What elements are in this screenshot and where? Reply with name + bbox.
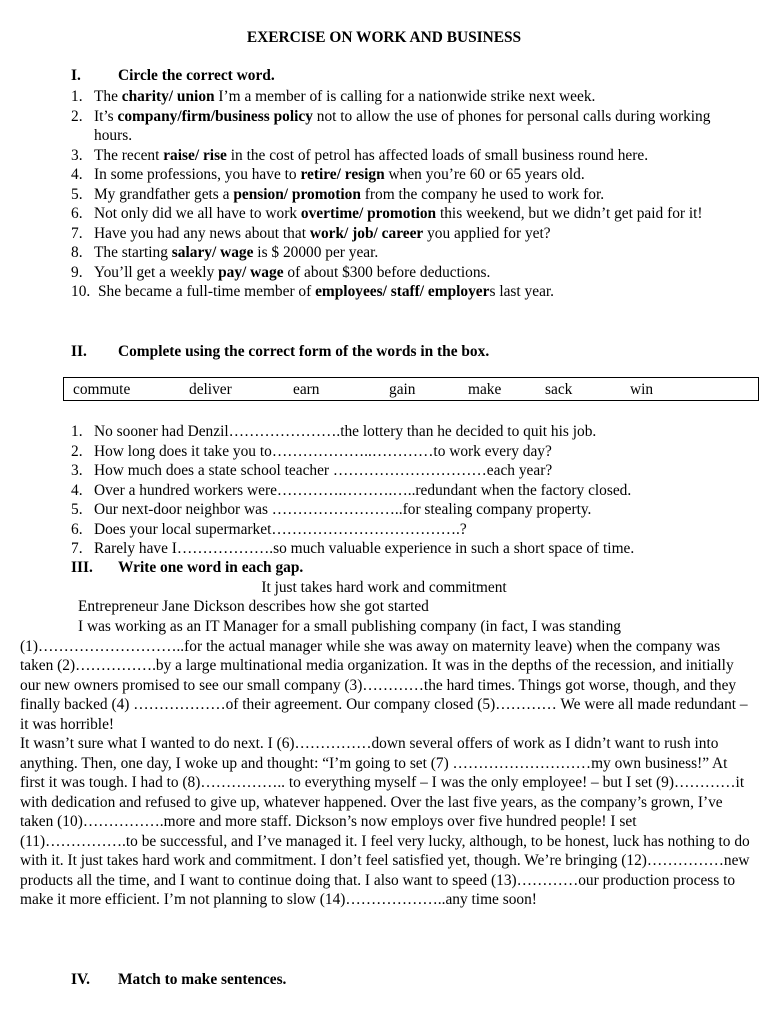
section-title: Write one word in each gap.	[118, 559, 304, 576]
section-3-heading	[71, 558, 303, 578]
list-item: 2. It’s company/firm/business policy not to allow the use of phones for personal calls during working hours.	[71, 107, 711, 144]
list-item: 1. No sooner had Denzil………………….the lottery than he decided to quit his job.	[71, 423, 597, 440]
list-item: 9. You’ll get a weekly pay/ wage of about $300 before deductions.	[71, 263, 491, 281]
section-number: IV.	[71, 971, 90, 988]
passage-paragraph: It wasn’t sure what I wanted to do next. I (6)……………down several offers of work as I didn’t want to rush into anything. Then, one day, I woke up and thought: “I’m going to set (7) ………………………my own business!” At first it was tough. I had to (8)…………….. to everything myself – I was the only employee! – but I set (9)…………it with dedication and refused to give up, whatever happened. Over the last five years, as the company’s grown, I’ve taken (10)…………….more and more staff. Dickson’s now employs over five hundred people! I set (11)…………….to be successful, and I’ve managed it. I feel very lucky, although, to be honest, luck has nothing to do with it. It just takes hard work and commitment. I don’t feel satisfied yet, though. We’re bringing (12)……………new products all the time, and I want to continue doing that. I also want to speed (13)…………our production process to make it more efficient. I’m not planning to slow (14)………………..any time soon!	[20, 735, 750, 908]
list-item: 8. The starting salary/ wage is $ 20000 per year.	[71, 244, 379, 261]
list-item: 7. Have you had any news about that work/ job/ career you applied for yet?	[71, 224, 551, 242]
list-item: 6. Not only did we all have to work overtime/ promotion this weekend, but we didn’t get paid for it!	[71, 205, 703, 222]
list-item: 3. How much does a state school teacher …………………………each year?	[71, 462, 553, 479]
passage-subtitle: Entrepreneur Jane Dickson describes how she got started	[78, 598, 429, 615]
list-item: 7. Rarely have I……………….so much valuable experience in such a short space of time.	[71, 540, 635, 557]
list-item: 4. Over a hundred workers were………….……….…..redundant when the factory closed.	[71, 481, 632, 499]
word-choice: work/ job/ career	[309, 224, 424, 242]
section-4-heading	[71, 970, 286, 990]
section-2-heading	[71, 342, 489, 362]
complete-sentence-list	[71, 422, 741, 559]
section-number: I.	[71, 67, 81, 84]
word-choice: raise/ rise	[163, 146, 227, 164]
box-word: earn	[293, 381, 320, 398]
box-word: sack	[545, 381, 573, 398]
section-1-heading	[71, 66, 275, 86]
box-word: commute	[73, 381, 131, 398]
word-choice: overtime/ promotion	[300, 205, 437, 222]
page-title: EXERCISE ON WORK AND BUSINESS	[246, 29, 522, 46]
passage-paragraph: I was working as an IT Manager for a small publishing company (in fact, I was standing (1)………………………..for the actual manager while she was away on maternity leave) when the company was taken (2)…………….by a large multinational media organization. It was in the depths of the recession, and initially our new owners promised to see our small company (3)…………the hard times. Things got worse, though, and they finally backed (4) ………………of their agreement. Our company closed (5)………… We were all made redundant – it was horrible!	[20, 618, 748, 733]
list-item: 4. In some professions, you have to retire/ resign when you’re 60 or 65 years old.	[71, 166, 585, 183]
list-item: 1. The charity/ union I’m a member of is calling for a nationwide strike next week.	[71, 88, 596, 105]
list-item: 5. Our next-door neighbor was ……………………..for stealing company property.	[71, 501, 592, 518]
section-title: Match to make sentences.	[118, 971, 287, 988]
word-choice: pay/ wage	[218, 263, 284, 281]
word-choice: charity/ union	[121, 88, 215, 105]
list-item: 10. She became a full-time member of employees/ staff/ employers last year.	[71, 283, 555, 300]
box-word: gain	[389, 381, 416, 398]
circle-word-list	[71, 87, 741, 302]
box-word: make	[468, 381, 502, 398]
word-choice: employees/ staff/ employer	[315, 283, 490, 300]
section-title: Complete using the correct form of the words in the box.	[118, 343, 490, 360]
box-word: deliver	[189, 381, 232, 398]
word-choice: salary/ wage	[171, 244, 254, 261]
list-item: 6. Does your local supermarket……………………………….?	[71, 520, 467, 538]
word-choice: pension/ promotion	[233, 185, 361, 203]
list-item: 3. The recent raise/ rise in the cost of petrol has affected loads of small business round here.	[71, 146, 649, 164]
word-box	[63, 377, 759, 401]
section-number: III.	[71, 559, 93, 576]
word-choice: company/firm/business policy	[117, 107, 313, 125]
word-choice: retire/ resign	[300, 166, 385, 183]
section-title: Circle the correct word.	[118, 67, 275, 84]
passage-title: It just takes hard work and commitment	[261, 579, 507, 596]
passage-body	[20, 617, 750, 910]
list-item: 5. My grandfather gets a pension/ promotion from the company he used to work for.	[71, 185, 605, 203]
list-item: 2. How long does it take you to………………..…………to work every day?	[71, 442, 552, 460]
box-word: win	[630, 381, 654, 398]
section-number: II.	[71, 343, 87, 360]
